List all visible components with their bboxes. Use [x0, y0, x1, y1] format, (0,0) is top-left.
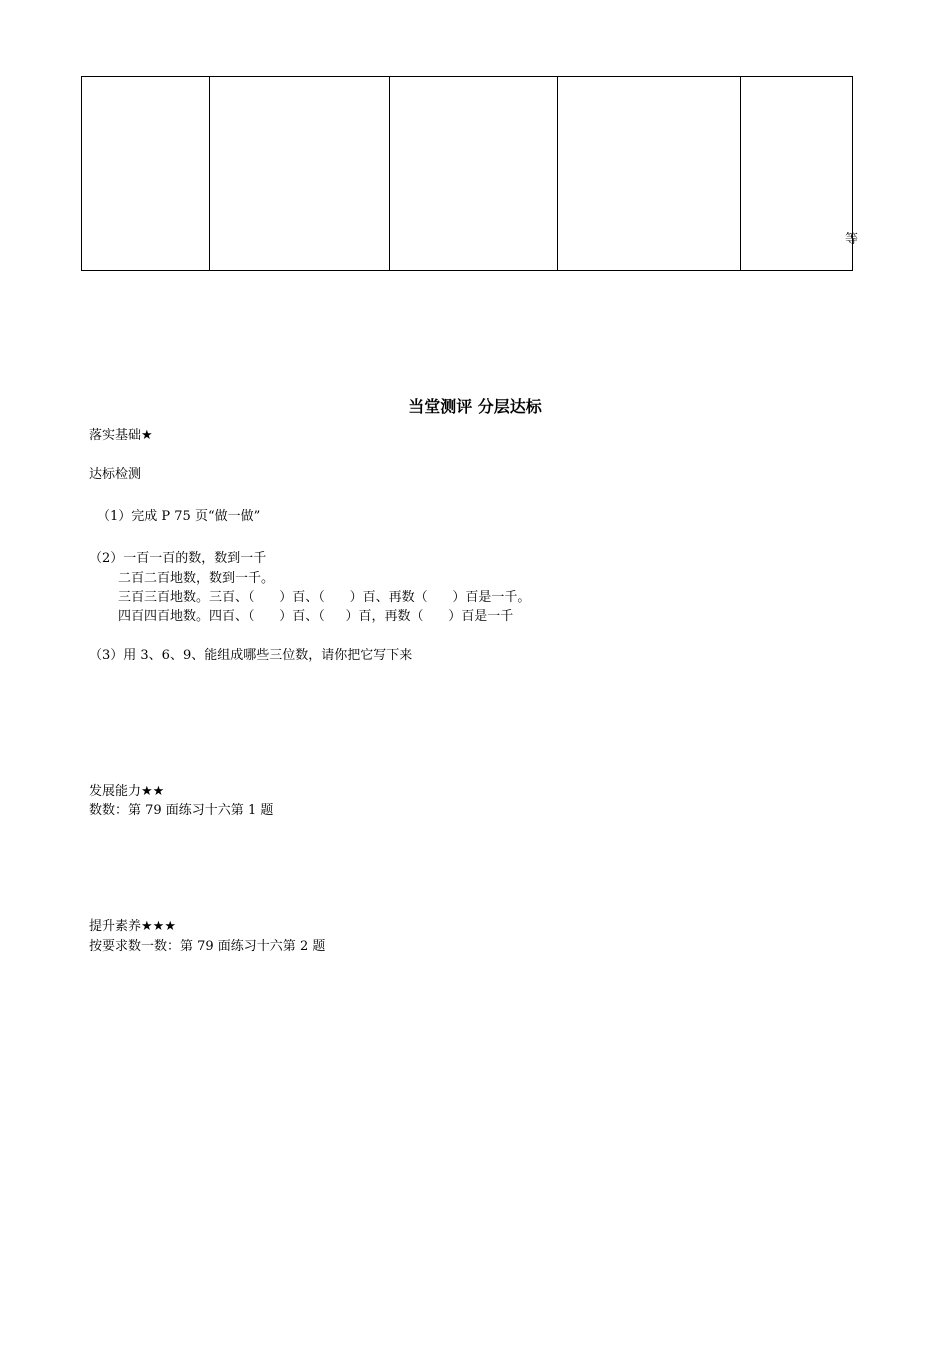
question-1: （1）完成 P 75 页“做一做” [97, 509, 261, 524]
question-2-line-3: 三百三百地数。三百、（ ）百、（ ）百、再数（ ）百是一千。 [118, 590, 531, 605]
star-rating: ★★★ [141, 919, 176, 934]
develop-text: 数数：第 79 面练习十六第 1 题 [89, 803, 274, 818]
table-cell [82, 77, 210, 271]
question-3: （3）用 3、6、9、能组成哪些三位数，请你把它写下来 [89, 648, 413, 663]
section-title: 当堂测评 分层达标 [408, 397, 542, 416]
develop-heading: 发展能力★★ [89, 784, 165, 799]
question-2-line-1: （2）一百一百的数，数到一千 [89, 551, 267, 566]
blank-grid-table [81, 76, 853, 271]
table-cell-note: 等 [845, 232, 859, 247]
star-rating: ★ [141, 428, 153, 443]
table-cell [210, 77, 390, 271]
table-row [82, 77, 853, 271]
advance-text: 按要求数一数：第 79 面练习十六第 2 题 [89, 939, 326, 954]
table-cell [390, 77, 558, 271]
star-rating: ★★ [141, 784, 165, 799]
table-cell [741, 77, 853, 271]
advance-heading: 提升素养★★★ [89, 919, 176, 934]
basic-heading: 落实基础★ [89, 428, 153, 443]
question-2-line-4: 四百四百地数。四百、（ ）百、（ ）百，再数（ ）百是一千 [118, 609, 514, 624]
table-cell [558, 77, 741, 271]
question-2-line-2: 二百二百地数，数到一千。 [118, 571, 275, 586]
basic-subheading: 达标检测 [89, 467, 142, 482]
